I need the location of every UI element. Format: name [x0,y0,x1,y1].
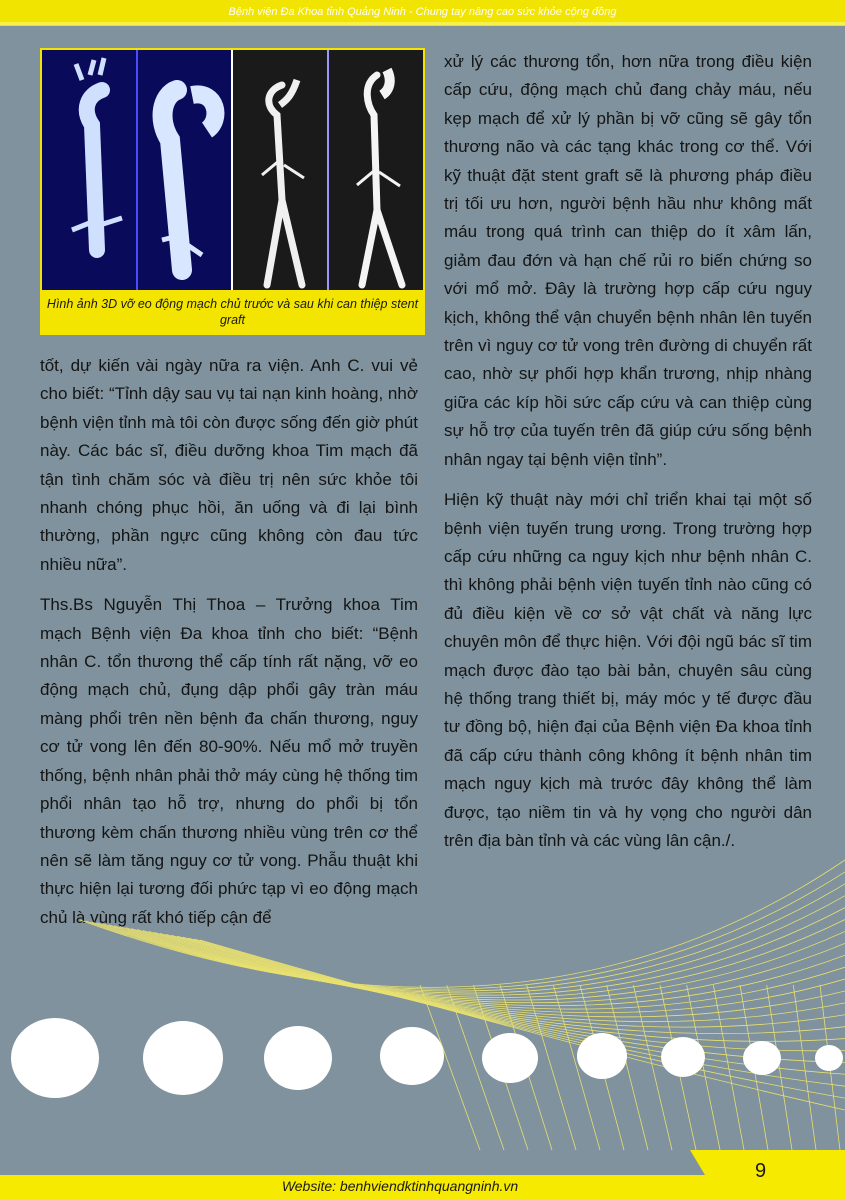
decorative-bubbles [11,1018,843,1098]
bubble [482,1033,538,1083]
bubble [661,1037,705,1077]
bubble [11,1018,99,1098]
mesh-line [80,860,845,987]
right-paragraph-1: xử lý các thương tổn, hơn nữa trong điều kiện cấp cứu, động mạch chủ đang chảy máu, nếu kẹp mạch để xử lý phần bị vỡ cũng sẽ gây tổn thương não và các tạng khác trong cơ thể. Với kỹ thuật đặt stent graft sẽ là phương pháp điều trị tối ưu hơn, người bệnh hầu như không mất máu trong quá trình can thiệp do ít xâm lấn, giảm đau đớn và hạn chế rủi ro biến chứng so với mổ mở. Đây là trường hợp cấp cứu nguy kịch, không thể vận chuyển bệnh nhân lên tuyến trên vì nguy cơ tử vong trên đường di chuyển rất cao, nhờ sự phối hợp khẩn trương, nhịp nhàng giữa các kíp hồi sức cấp cứu và can thiệp cùng sự hỗ trợ của tuyến trên đã giúp cứu sống bệnh nhân ngay tại bệnh viện tỉnh”. [444,52,812,469]
mesh-line [91,884,845,991]
left-paragraph-2: Ths.Bs Nguyễn Thị Thoa – Trưởng khoa Tim mạch Bệnh viện Đa khoa tỉnh cho biết: “Bệnh nhân C. tổn thương thể cấp tính rất nặng, vỡ eo động mạch chủ, đụng dập phổi gây tràn máu màng phổi trên nền bệnh đa chấn thương, nguy cơ tử vong lên đến 80-90%. Nếu mổ mở truyền thống, bệnh nhân phải thở máy cùng hệ thống tim phổi nhân tạo hỗ trợ, nhưng do phổi bị tổn thương kèm chấn thương nhiều vùng trên cơ thể nên sẽ làm tăng nguy cơ tử vong. Phẫu thuật khi thực hiện lại tương đối phức tạp vì eo động mạch chủ là vùng rất khó tiếp cận để [40,595,418,927]
mesh-line [126,928,845,1006]
page-number: 9 [755,1160,767,1182]
header-slogan: Bệnh viện Đa Khoa tỉnh Quảng Ninh - Chung tay nâng cao sức khỏe cộng đồng [228,6,617,18]
bubble [815,1045,843,1071]
footer-tab [690,1150,845,1175]
mesh-line [793,985,816,1150]
left-paragraph-1: tốt, dự kiến vài ngày nữa ra viện. Anh C. vui vẻ cho biết: “Tỉnh dậy sau vụ tai nạn kinh hoàng, nhờ bệnh viện tỉnh mà tôi còn được sống đến giờ phút này. Các bác sĩ, điều dưỡng khoa Tim mạch đã tận tình chăm sóc và điều trị nên sức khỏe tôi nhanh chóng phục hồi, ăn uống và đi lại bình thường, phần ngực cũng không còn đau tức nhiều nữa”. [40,356,418,574]
mesh-lines [80,860,845,1150]
figure-caption: Hình ảnh 3D vỡ eo động mạch chủ trước và sau khi can thiệp stent graft [46,297,419,327]
bubble [264,1026,332,1090]
mesh-line [131,929,845,1009]
mesh-line [154,932,845,1027]
right-paragraph-2: Hiện kỹ thuật này mới chỉ triển khai tại một số bệnh viện tuyến trung ương. Trong trường hợp cấp cứu những ca nguy kịch như bệnh nhân C. thì không phải bệnh viện tuyến tỉnh nào cũng có đủ điều kiện về cơ sở vật chất và năng lực chuyên môn để thực hiện. Với đội ngũ bác sĩ tim mạch được đào tạo bài bản, chuyên sâu cùng hệ thống trang thiết bị, máy móc y tế được đầu tư đồng bộ, hiện đại của Bệnh viện Đa khoa tỉnh đã cấp cứu thành công không ít bệnh nhân tim mạch nguy kịch mà trước đây không thể làm được, tạo niềm tin và hy vọng cho người dân trên địa bàn tỉnh và các vùng lân cận./. [444,490,812,850]
footer-website: Website: benhviendktinhquangninh.vn [281,1178,519,1194]
mesh-line [137,930,845,1013]
bubble [577,1033,627,1079]
bubble [143,1021,223,1095]
mesh-line [86,872,845,989]
bubble [380,1027,444,1085]
bubble [743,1041,781,1075]
